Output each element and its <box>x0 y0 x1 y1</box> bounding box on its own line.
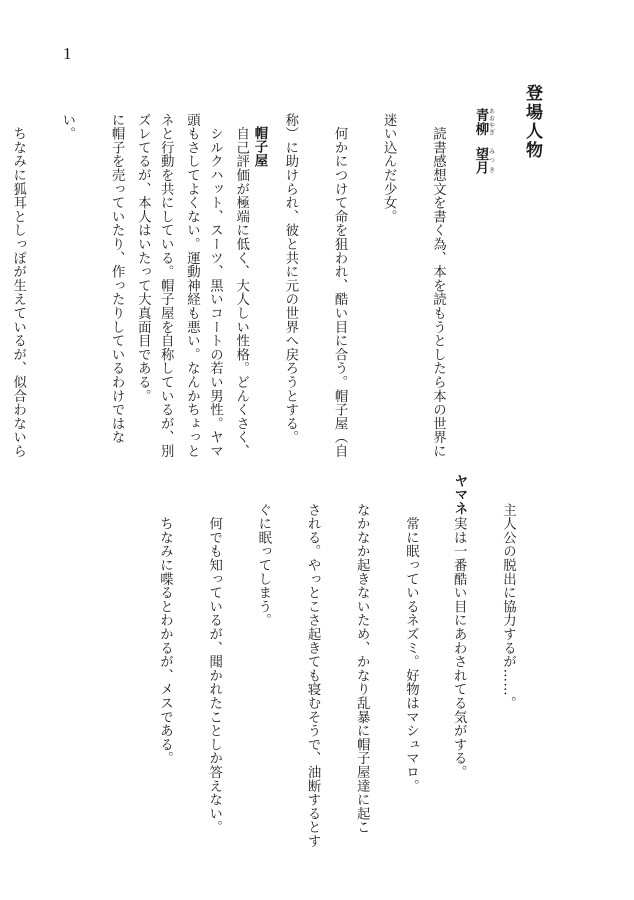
text-line: 主人公の脱出に協力するが……。 <box>500 503 516 710</box>
text-line: に帽子を売っていたり、作ったりしているわけではな <box>109 113 125 445</box>
text-line: ズレてるが、本人はいたって大真面目である。 <box>135 113 151 403</box>
character-description-boushiya <box>0 113 251 458</box>
character-heading-yamane: ヤマネ <box>452 474 468 516</box>
text-line: ネと行動を共にしている。帽子屋を自称しているが、別 <box>158 113 174 458</box>
text-line: 何でも知っているが、聞かれたことしか答えない。 <box>206 503 222 835</box>
text-line: ぐに眠ってしまう。 <box>255 503 271 628</box>
text-line: なかなか起きないため、かなり乱暴に帽子屋達に起こ <box>354 503 370 835</box>
text-line: シルクハット、スーツ、黒いコートの若い男性。ヤマ <box>207 113 223 458</box>
text-line: 実は一番酷い目にあわされてる気がする。 <box>451 503 467 779</box>
text-line: ちなみに喋るとわかるが、メスである。 <box>157 503 173 766</box>
character-heading-boushiya: 帽子屋 <box>252 126 268 168</box>
given-name: 望月みつき <box>473 147 495 175</box>
text-line: 迷い込んだ少女。 <box>381 113 397 224</box>
surname: 青柳あおやぎ <box>473 108 495 136</box>
text-line: 頭もさしてよくない。運動神経も悪い。なんかちょっと <box>184 113 200 458</box>
page-title: 登場人物 <box>522 84 542 160</box>
text-line: される。やっとこさ起きても寝むそうで、油断するとす <box>305 503 321 848</box>
character-description-yamane <box>127 503 447 848</box>
text-line: 常に眠っているネズミ。好物はマシュマロ。 <box>403 503 419 793</box>
text-line: ちなみに狐耳としっぽが生えているが、似合わないら <box>10 113 26 458</box>
text-line: 読書感想文を書く為、本を読もうとしたら本の世界に <box>430 113 446 458</box>
page-number: 1 <box>63 44 72 63</box>
text-line: 何かにつけて命を狙われ、酷い目に合う。帽子屋（自 <box>332 113 348 458</box>
text-line: い。 <box>59 113 75 141</box>
text-line: 称）に助けられ、彼と共に元の世界へ戻ろうとする。 <box>282 113 298 445</box>
text-line: 自己評価が極端に低く、大人しい性格。どんくさく、 <box>233 113 249 458</box>
